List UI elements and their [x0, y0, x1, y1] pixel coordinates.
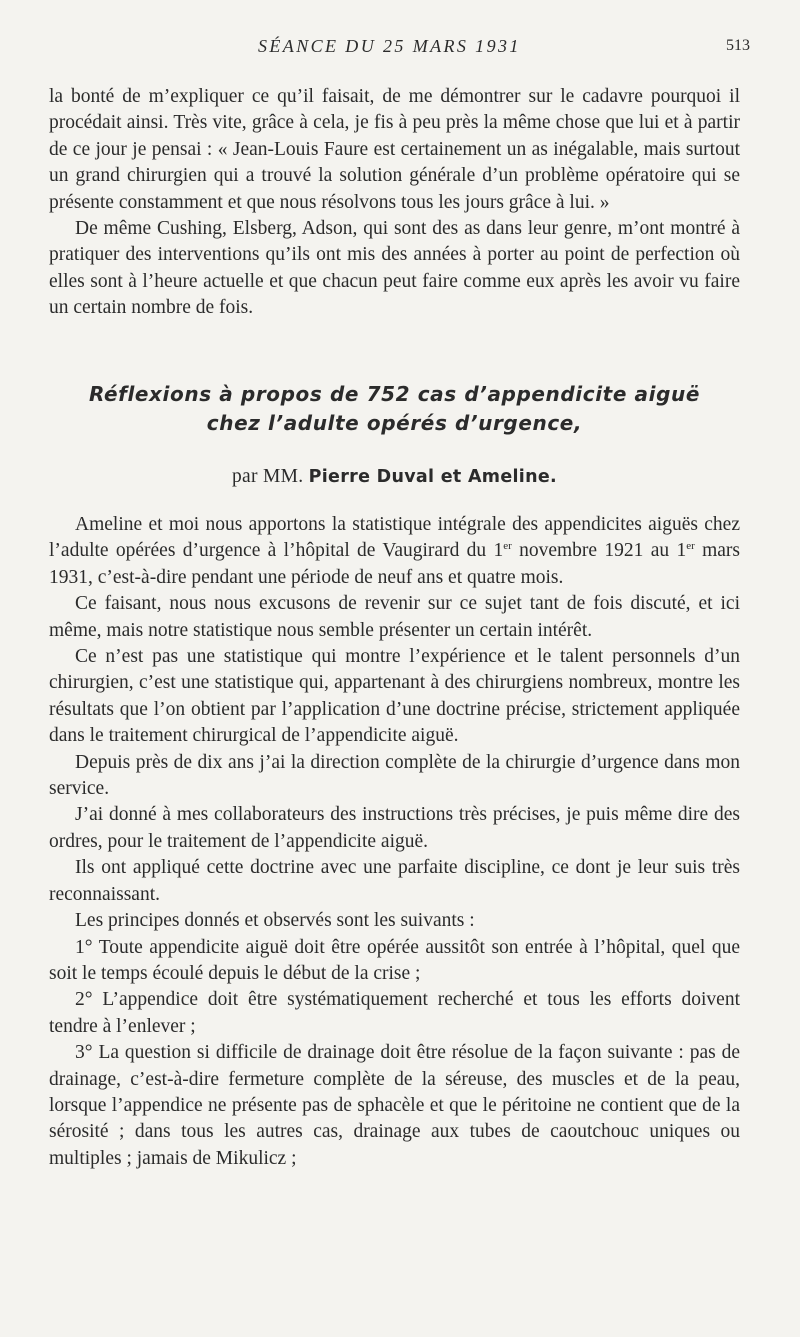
- paragraph: [49, 512, 740, 591]
- superscript: er: [503, 540, 512, 553]
- authors-names: Pierre Duval et Ameline.: [308, 467, 557, 487]
- page-number: 513: [726, 37, 750, 54]
- article-title-line: Réflexions à propos de 752 cas d’appendicite aiguë: [88, 382, 701, 406]
- article-heading: [49, 380, 740, 490]
- paragraph: Ce n’est pas une statistique qui montre l’expérience et le talent personnels d’un chirurgien, c’est une statistique qui, appartenant à des chirurgiens nombreux, montre les résultats que l’on obtient par l’application d’une doctrine précise, strictement appliquée dans le traitement chirurgical de l’appendicite aiguë.: [49, 646, 740, 747]
- paragraph: Depuis près de dix ans j’ai la direction complète de la chirurgie d’urgence dans mon service.: [49, 751, 740, 800]
- article-authors: [49, 464, 740, 490]
- superscript: er: [686, 540, 695, 553]
- authors-prefix: par MM.: [232, 466, 304, 487]
- article-title-line: chez l’adulte opérés d’urgence,: [206, 411, 583, 435]
- list-item: 2° L’appendice doit être systématiquement recherché et tous les efforts doivent tendre à l’enlever ;: [49, 989, 740, 1037]
- list-item: 3° La question si difficile de drainage doit être résolue de la façon suivante : pas de drainage, c’est-à-dire fermeture complète de la séreuse, des muscles et de la peau, lorsque l’appendice ne présente pas de sphacèle et que le péritoine ne contient que de la sérosité ; dans tous les autres cas, drainage aux tubes de caoutchouc uniques ou multiples ; jamais de Mikulicz ;: [49, 1042, 740, 1169]
- article-body: [49, 512, 740, 1172]
- paragraph: la bonté de m’expliquer ce qu’il faisait, de me démontrer sur le cadavre pourquoi il procédait ainsi. Très vite, grâce à cela, je fis à peu près la même chose que lui et à partir de ce jour je pensai : « Jean-Louis Faure est certainement un as inégalable, mais surtout un grand chirurgien qui a trouvé la solution générale d’un problème opératoire qui se présente constamment et que nous résolvons tous les jours grâce à lui. »: [49, 86, 740, 213]
- paragraph: Ce faisant, nous nous excusons de revenir sur ce sujet tant de fois discuté, et ici même, mais notre statistique nous semble présenter un certain intérêt.: [49, 593, 740, 641]
- intro-text: [49, 84, 740, 322]
- paragraph-text: mars 1931, c’est-à-dire pendant une période de neuf ans et quatre mois.: [49, 540, 740, 588]
- paragraph-text: novembre 1921 au 1: [511, 540, 687, 562]
- paragraph: Ils ont appliqué cette doctrine avec une parfaite discipline, ce dont je leur suis très reconnaissant.: [49, 857, 740, 905]
- paragraph-text: Ameline et moi nous apportons la statistique intégrale des appendicites aiguës chez l’adulte opérées d’urgence à l’hôpital de Vaugirard du 1: [49, 514, 740, 562]
- list-item: 1° Toute appendicite aiguë doit être opérée aussitôt son entrée à l’hôpital, quel que soit le temps écoulé depuis le début de la crise ;: [49, 936, 740, 984]
- paragraph: De même Cushing, Elsberg, Adson, qui sont des as dans leur genre, m’ont montré à pratiquer des interventions qu’ils ont mis des années à porter au point de perfection où elles sont à l’heure actuelle et que chacun peut faire comme eux après les avoir vu faire un certain nombre de fois.: [49, 218, 740, 319]
- article-title: [49, 380, 740, 438]
- paragraph: J’ai donné à mes collaborateurs des instructions très précises, je puis même dire des ordres, pour le traitement de l’appendicite aiguë.: [49, 804, 740, 852]
- running-title: SÉANCE DU 25 MARS 1931: [258, 36, 521, 56]
- running-head: [0, 36, 800, 62]
- paragraph: Les principes donnés et observés sont les suivants :: [75, 910, 475, 932]
